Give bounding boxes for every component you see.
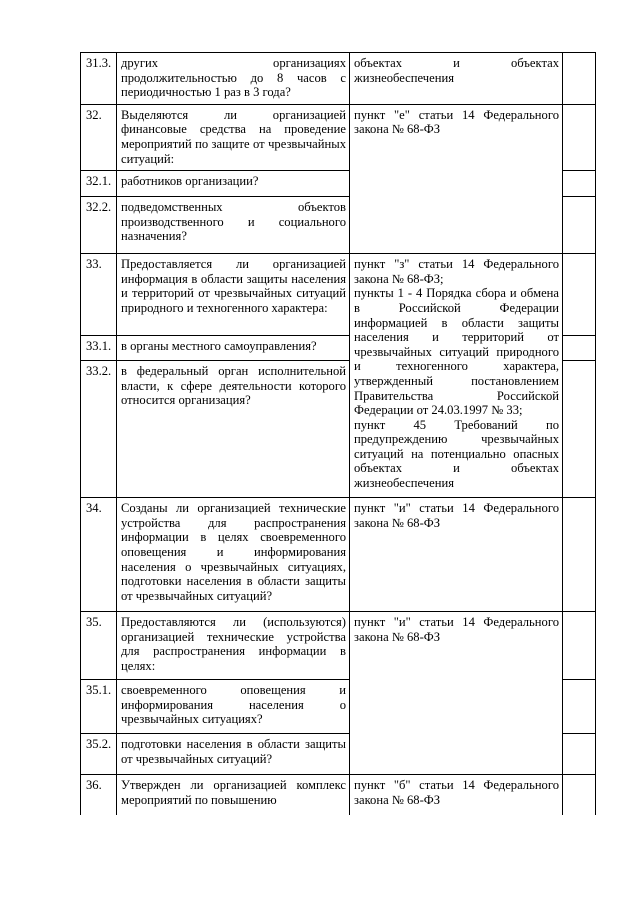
- legal-reference: объектах и объектах жизнеобеспечения: [350, 53, 563, 105]
- row-number: 36.: [81, 775, 117, 815]
- question-text: Созданы ли организацией технические устройства для распространения информации в целях своевременного оповещения и информирования населения о чрезвычайных ситуациях, подготовки населения в области защиты от чрезвычайных ситуаций?: [117, 498, 350, 612]
- question-text: Выделяются ли организацией финансовые средства на проведение мероприятий по защите от чрезвычайных ситуаций:: [117, 104, 350, 170]
- row-number: 33.: [81, 254, 117, 336]
- question-text: в органы местного самоуправления?: [117, 336, 350, 361]
- answer-cell[interactable]: [563, 680, 596, 734]
- table-row: [81, 498, 596, 612]
- answer-cell[interactable]: [563, 775, 596, 815]
- question-text: других организациях продолжительностью до 8 часов с периодичностью 1 раз в 3 года?: [117, 53, 350, 105]
- answer-cell[interactable]: [563, 498, 596, 612]
- answer-cell[interactable]: [563, 254, 596, 336]
- answer-cell[interactable]: [563, 734, 596, 775]
- answer-cell[interactable]: [563, 171, 596, 197]
- question-text: подготовки населения в области защиты от чрезвычайных ситуаций?: [117, 734, 350, 775]
- legal-reference: пункт "и" статьи 14 Федерального закона № 68-ФЗ: [350, 498, 563, 612]
- question-text: Предоставляется ли организацией информация в области защиты населения и территорий от чрезвычайных ситуаций природного и техногенного характера:: [117, 254, 350, 336]
- table-row: [81, 775, 596, 815]
- row-number: 35.1.: [81, 680, 117, 734]
- question-text: подведомственных объектов производственного и социального назначения?: [117, 197, 350, 254]
- row-number: 33.1.: [81, 336, 117, 361]
- question-text: Утвержден ли организацией комплекс мероприятий по повышению: [117, 775, 350, 815]
- answer-cell[interactable]: [563, 612, 596, 680]
- row-number: 32.2.: [81, 197, 117, 254]
- question-text: работников организации?: [117, 171, 350, 197]
- table-row: [81, 612, 596, 680]
- legal-reference: пункт "и" статьи 14 Федерального закона № 68-ФЗ: [350, 612, 563, 775]
- answer-cell[interactable]: [563, 53, 596, 105]
- table-row: [81, 53, 596, 105]
- row-number: 35.2.: [81, 734, 117, 775]
- answer-cell[interactable]: [563, 361, 596, 498]
- row-number: 31.3.: [81, 53, 117, 105]
- checklist-table: [80, 52, 596, 815]
- legal-reference: пункт "з" статьи 14 Федерального закона № 68-ФЗ; пункты 1 - 4 Порядка сбора и обмена в Российской Федерации информацией в области защиты населения и территорий от чрезвычайных ситуаций природного и техногенного характера, утвержденный постановлением Правительства Российской Федерации от 24.03.1997 № 33; пункт 45 Требований по предупреждению чрезвычайных ситуаций на потенциально опасных объектах и объектах жизнеобеспечения: [350, 254, 563, 498]
- answer-cell[interactable]: [563, 336, 596, 361]
- question-text: своевременного оповещения и информирования населения о чрезвычайных ситуациях?: [117, 680, 350, 734]
- question-text: Предоставляются ли (используются) организацией технические устройства для распространения информации в целях:: [117, 612, 350, 680]
- legal-reference: пункт "е" статьи 14 Федерального закона № 68-ФЗ: [350, 104, 563, 253]
- answer-cell[interactable]: [563, 197, 596, 254]
- question-text: в федеральный орган исполнительной власти, к сфере деятельности которого относится организация?: [117, 361, 350, 498]
- row-number: 35.: [81, 612, 117, 680]
- table-row: [81, 254, 596, 336]
- answer-cell[interactable]: [563, 104, 596, 170]
- legal-reference: пункт "б" статьи 14 Федерального закона № 68-ФЗ: [350, 775, 563, 815]
- row-number: 32.1.: [81, 171, 117, 197]
- row-number: 33.2.: [81, 361, 117, 498]
- row-number: 34.: [81, 498, 117, 612]
- row-number: 32.: [81, 104, 117, 170]
- table-row: [81, 104, 596, 170]
